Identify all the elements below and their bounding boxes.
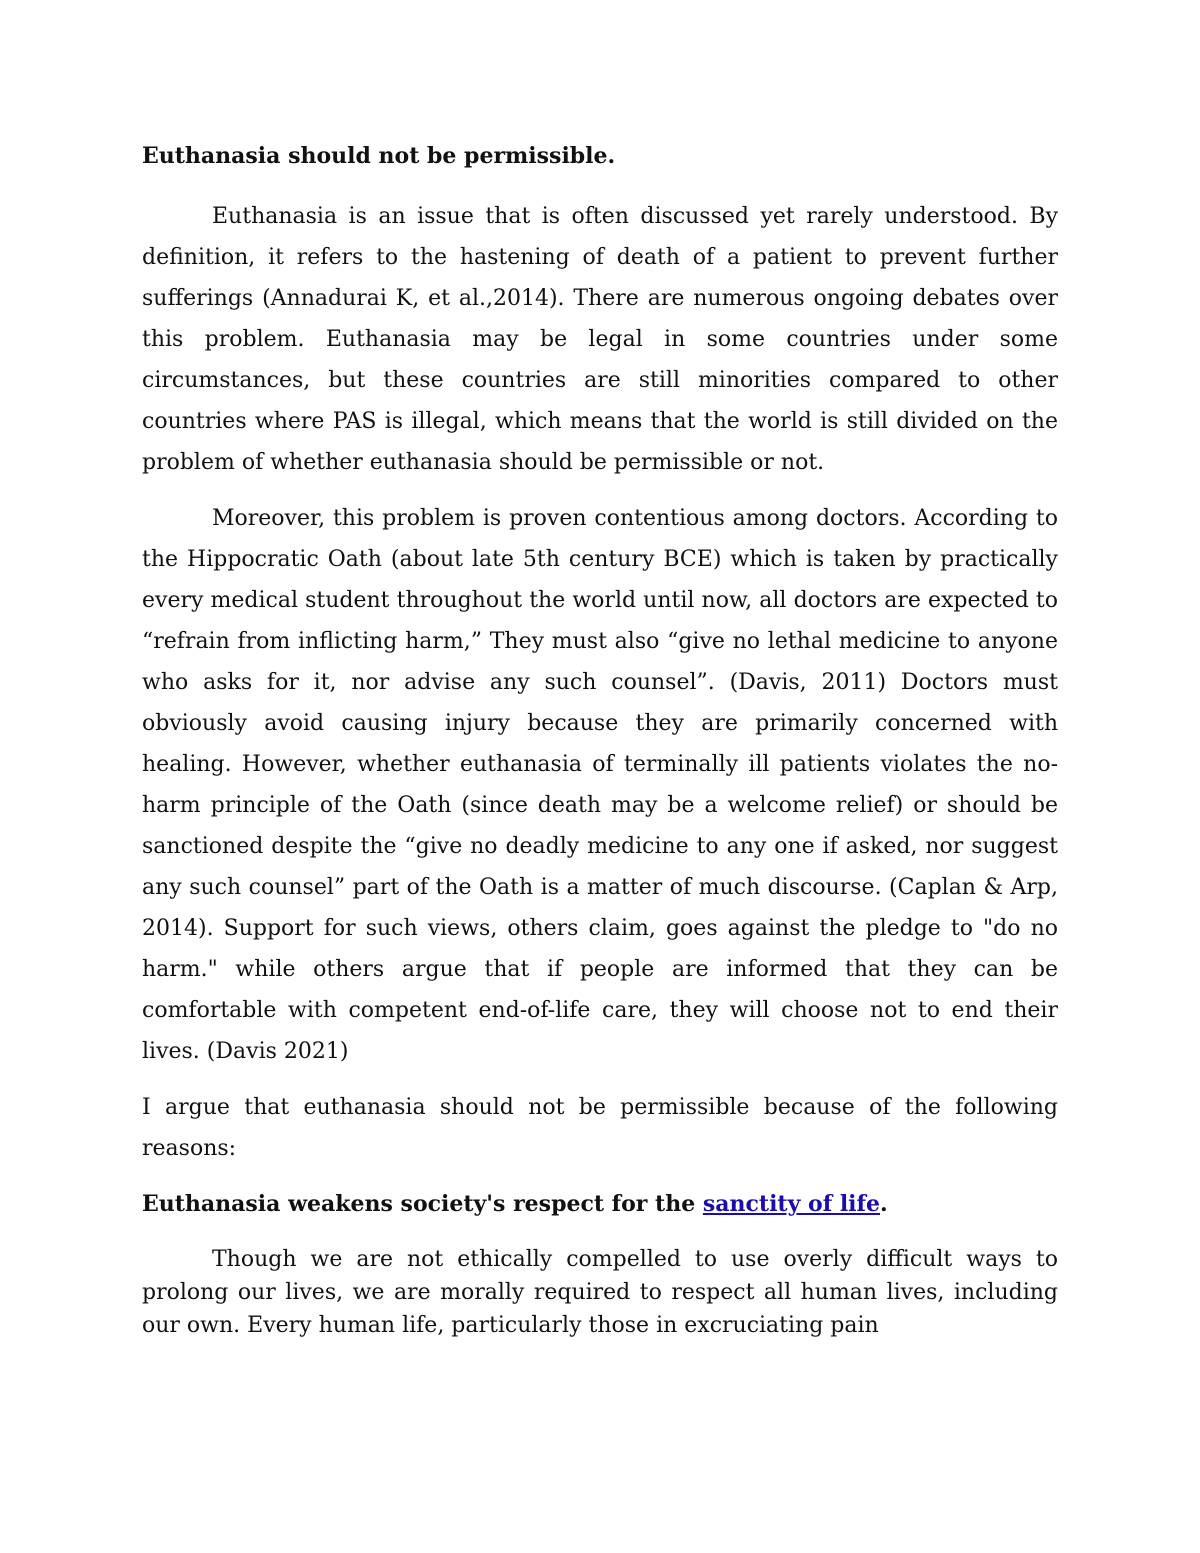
section-heading	[142, 1184, 1058, 1225]
paragraph-intro: Euthanasia is an issue that is often discussed yet rarely understood. By definition, it refers to the hastening of death of a patient to prevent further sufferings (Annadurai K, et al.,2014). There are numerous ongoing debates over this problem. Euthanasia may be legal in some countries under some circumstances, but these countries are still minorities compared to other countries where PAS is illegal, which means that the world is still divided on the problem of whether euthanasia should be permissible or not.	[142, 204, 1058, 475]
sanctity-of-life-link[interactable]: sanctity of life	[702, 1191, 881, 1217]
section-heading-prefix: Euthanasia weakens society's respect for the	[142, 1191, 703, 1217]
paragraph-thesis: I argue that euthanasia should not be permissible because of the following reasons:	[142, 1095, 1058, 1161]
paragraph-sanctity: Though we are not ethically compelled to use overly difficult ways to prolong our lives, we are morally required to respect all human lives, including our own. Every human life, particularly those in excruciating pain	[142, 1247, 1058, 1338]
paragraph-doctors: Moreover, this problem is proven contentious among doctors. According to the Hippocratic Oath (about late 5th century BCE) which is taken by practically every medical student throughout the world until now, all doctors are expected to “refrain from inflicting harm,” They must also “give no lethal medicine to anyone who asks for it, nor advise any such counsel”. (Davis, 2011) Doctors must obviously avoid causing injury because they are primarily concerned with healing. However, whether euthanasia of terminally ill patients violates the no-harm principle of the Oath (since death may be a welcome relief) or should be sanctioned despite the “give no deadly medicine to any one if asked, nor suggest any such counsel” part of the Oath is a matter of much discourse. (Caplan & Arp, 2014). Support for such views, others claim, goes against the pledge to "do no harm." while others argue that if people are informed that they can be comfortable with competent end-of-life care, they will choose not to end their lives. (Davis 2021)	[142, 506, 1058, 1064]
document-body	[142, 138, 1058, 1357]
section-heading-suffix: .	[880, 1191, 888, 1217]
document-title: Euthanasia should not be permissible.	[142, 143, 616, 169]
